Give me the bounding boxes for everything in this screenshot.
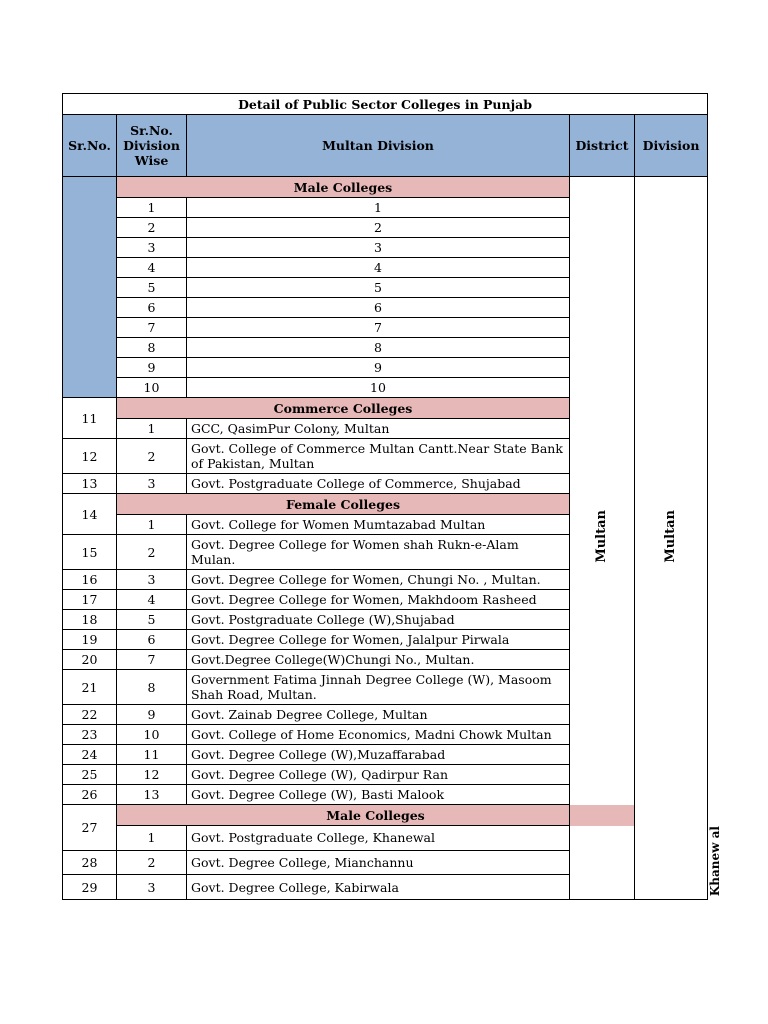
table-title: Detail of Public Sector Colleges in Punjab <box>63 94 708 115</box>
table-row-dw: 6 <box>117 630 187 650</box>
header-division: Division <box>635 115 708 177</box>
table-row-dw: 3 <box>117 474 187 494</box>
table-row-college: Govt. Degree College, Kabirwala <box>187 875 570 900</box>
table-row-college: Govt. Postgraduate College (W),Shujabad <box>187 610 570 630</box>
table-row-sr: 28 <box>63 850 117 875</box>
table-row-dw: 3 <box>187 238 570 258</box>
table-row-sr: 3 <box>117 238 187 258</box>
table-row-sr: 15 <box>63 535 117 570</box>
table-row-sr: 14 <box>63 494 117 535</box>
section-female-colleges: Female Colleges <box>117 494 570 515</box>
table-row-sr: 19 <box>63 630 117 650</box>
sr-no-header-extension <box>63 177 117 398</box>
table-row-college: Govt. Degree College (W), Basti Malook <box>187 785 570 805</box>
table-row-dw: 3 <box>117 875 187 900</box>
table-row-dw: 9 <box>117 705 187 725</box>
table-row-sr: 26 <box>63 785 117 805</box>
colleges-table: Detail of Public Sector Colleges in Punjab Sr.No. Sr.No. Division Wise Multan Division District Division Male Colleges Multan Multan 1 1 2 2 3 3 4 4 5 5 6 6 7 7 8 8 9 9 10 10 11 Commerce Colleges 1 GCC, QasimPur Colony, Multan 12 2 Govt. College of Commerce Multan Cantt.Near State Bank of Pakistan, Multan 13 3 Govt. Postgraduate College of Commerce, Shujabad 14 Female Colleges 1 Govt. College for Women Mumtazabad Multan 15 2 Govt. Degree College for Women shah Rukn-e-Alam Mulan. 16 3 Govt. Degree College for Women, Chungi No. , Multan. 17 4 Govt. Degree College for Women, Makhdoom Rasheed 18 5 Govt. Postgraduate College (W),Shujabad 19 6 Govt. Degree College for Women, Jalalpur Pirwala 20 7 Govt.Degree College(W)Chungi No., Multan. 21 8 Government Fatima Jinnah Degree College (W), Masoom Shah Road, Multan. 22 9 Govt. Zainab Degree College, Multan 23 10 Govt. College of Home Economics, Madni Chowk Multan 24 11 Govt. Degree College (W),Muzaffarabad 25 12 Govt. Degree College (W), Qadirpur Ran 26 13 Govt. Degree College (W), Basti Malook 27 Male Colleges 1 Govt. Postgraduate College, Khanewal Khanew al 28 2 Govt. Degree College, Mianchannu 29 3 Govt. Degree College, Kabirwala <box>62 93 708 900</box>
table-row-sr: 10 <box>117 378 187 398</box>
division-multan: Multan <box>635 177 708 900</box>
table-row-dw: 2 <box>117 439 187 474</box>
table-row-sr: 4 <box>117 258 187 278</box>
table-row-dw: 1 <box>117 826 187 851</box>
table-row-college: Govt. Postgraduate College, Khanewal <box>187 826 570 851</box>
header-district: District <box>570 115 635 177</box>
table-row-sr: 17 <box>63 590 117 610</box>
table-row-dw: 6 <box>187 298 570 318</box>
table-row-dw: 4 <box>117 590 187 610</box>
table-row-college: Govt. Degree College for Women, Jalalpur Pirwala <box>187 630 570 650</box>
table-row-sr: 24 <box>63 745 117 765</box>
table-row-dw: 1 <box>187 198 570 218</box>
table-row-sr: 6 <box>117 298 187 318</box>
table-row-dw: 4 <box>187 258 570 278</box>
table-row-dw: 7 <box>187 318 570 338</box>
table-row-college: Govt. College of Commerce Multan Cantt.Near State Bank of Pakistan, Multan <box>187 439 570 474</box>
table-row-dw: 3 <box>117 570 187 590</box>
table-row-dw: 2 <box>187 218 570 238</box>
table-row-college: GCC, QasimPur Colony, Multan <box>187 419 570 439</box>
table-row-college: Govt. Degree College for Women, Chungi No. , Multan. <box>187 570 570 590</box>
table-row-dw: 1 <box>117 419 187 439</box>
table-row-sr: 23 <box>63 725 117 745</box>
table-row-dw: 9 <box>187 358 570 378</box>
table-row-college: Govt.Degree College(W)Chungi No., Multan. <box>187 650 570 670</box>
table-row-sr: 5 <box>117 278 187 298</box>
table-row-sr: 22 <box>63 705 117 725</box>
table-row-dw: 8 <box>117 670 187 705</box>
table-row-dw: 2 <box>117 535 187 570</box>
table-row-sr: 8 <box>117 338 187 358</box>
section-commerce-colleges: Commerce Colleges <box>117 398 570 419</box>
table-row-dw: 2 <box>117 850 187 875</box>
table-row-college: Government Fatima Jinnah Degree College (W), Masoom Shah Road, Multan. <box>187 670 570 705</box>
table-row-sr: 27 <box>63 805 117 851</box>
table-row-dw: 10 <box>117 725 187 745</box>
table-row-sr: 25 <box>63 765 117 785</box>
table-row-sr: 29 <box>63 875 117 900</box>
table-row-dw: 12 <box>117 765 187 785</box>
table-row-college: Govt. College for Women Mumtazabad Multan <box>187 515 570 535</box>
table-row-sr: 7 <box>117 318 187 338</box>
table-row-dw: 5 <box>187 278 570 298</box>
table-row-college: Govt. Degree College, Mianchannu <box>187 850 570 875</box>
section-male-colleges: Male Colleges <box>117 177 570 198</box>
table-row-college: Govt. Degree College (W), Qadirpur Ran <box>187 765 570 785</box>
table-row-college: Govt. Zainab Degree College, Multan <box>187 705 570 725</box>
table-row-sr: 2 <box>117 218 187 238</box>
table-row-college: Govt. Degree College (W),Muzaffarabad <box>187 745 570 765</box>
table-row-sr: 11 <box>63 398 117 439</box>
table-row-sr: 9 <box>117 358 187 378</box>
table-row-college: Govt. Degree College for Women, Makhdoom Rasheed <box>187 590 570 610</box>
table-row-sr: 20 <box>63 650 117 670</box>
table-row-dw: 10 <box>187 378 570 398</box>
table-row-sr: 18 <box>63 610 117 630</box>
table-row-dw: 7 <box>117 650 187 670</box>
table-row-dw: 13 <box>117 785 187 805</box>
table-row-sr: 16 <box>63 570 117 590</box>
header-division-name: Multan Division <box>187 115 570 177</box>
header-sr-no-division-wise: Sr.No. Division Wise <box>117 115 187 177</box>
table-row-dw: 1 <box>117 515 187 535</box>
table-row-dw: 8 <box>187 338 570 358</box>
section-male-colleges-khanewal: Male Colleges <box>117 805 635 826</box>
table-row-sr: 13 <box>63 474 117 494</box>
table-row-college: Govt. Postgraduate College of Commerce, Shujabad <box>187 474 570 494</box>
table-row-dw: 11 <box>117 745 187 765</box>
table-row-sr: 12 <box>63 439 117 474</box>
district-multan: Multan <box>570 177 635 900</box>
table-row-college: Govt. College of Home Economics, Madni Chowk Multan <box>187 725 570 745</box>
table-row-college: Govt. Degree College for Women shah Rukn-e-Alam Mulan. <box>187 535 570 570</box>
table-row-dw: 5 <box>117 610 187 630</box>
table-row-sr: 1 <box>117 198 187 218</box>
header-sr-no: Sr.No. <box>63 115 117 177</box>
table-row-sr: 21 <box>63 670 117 705</box>
